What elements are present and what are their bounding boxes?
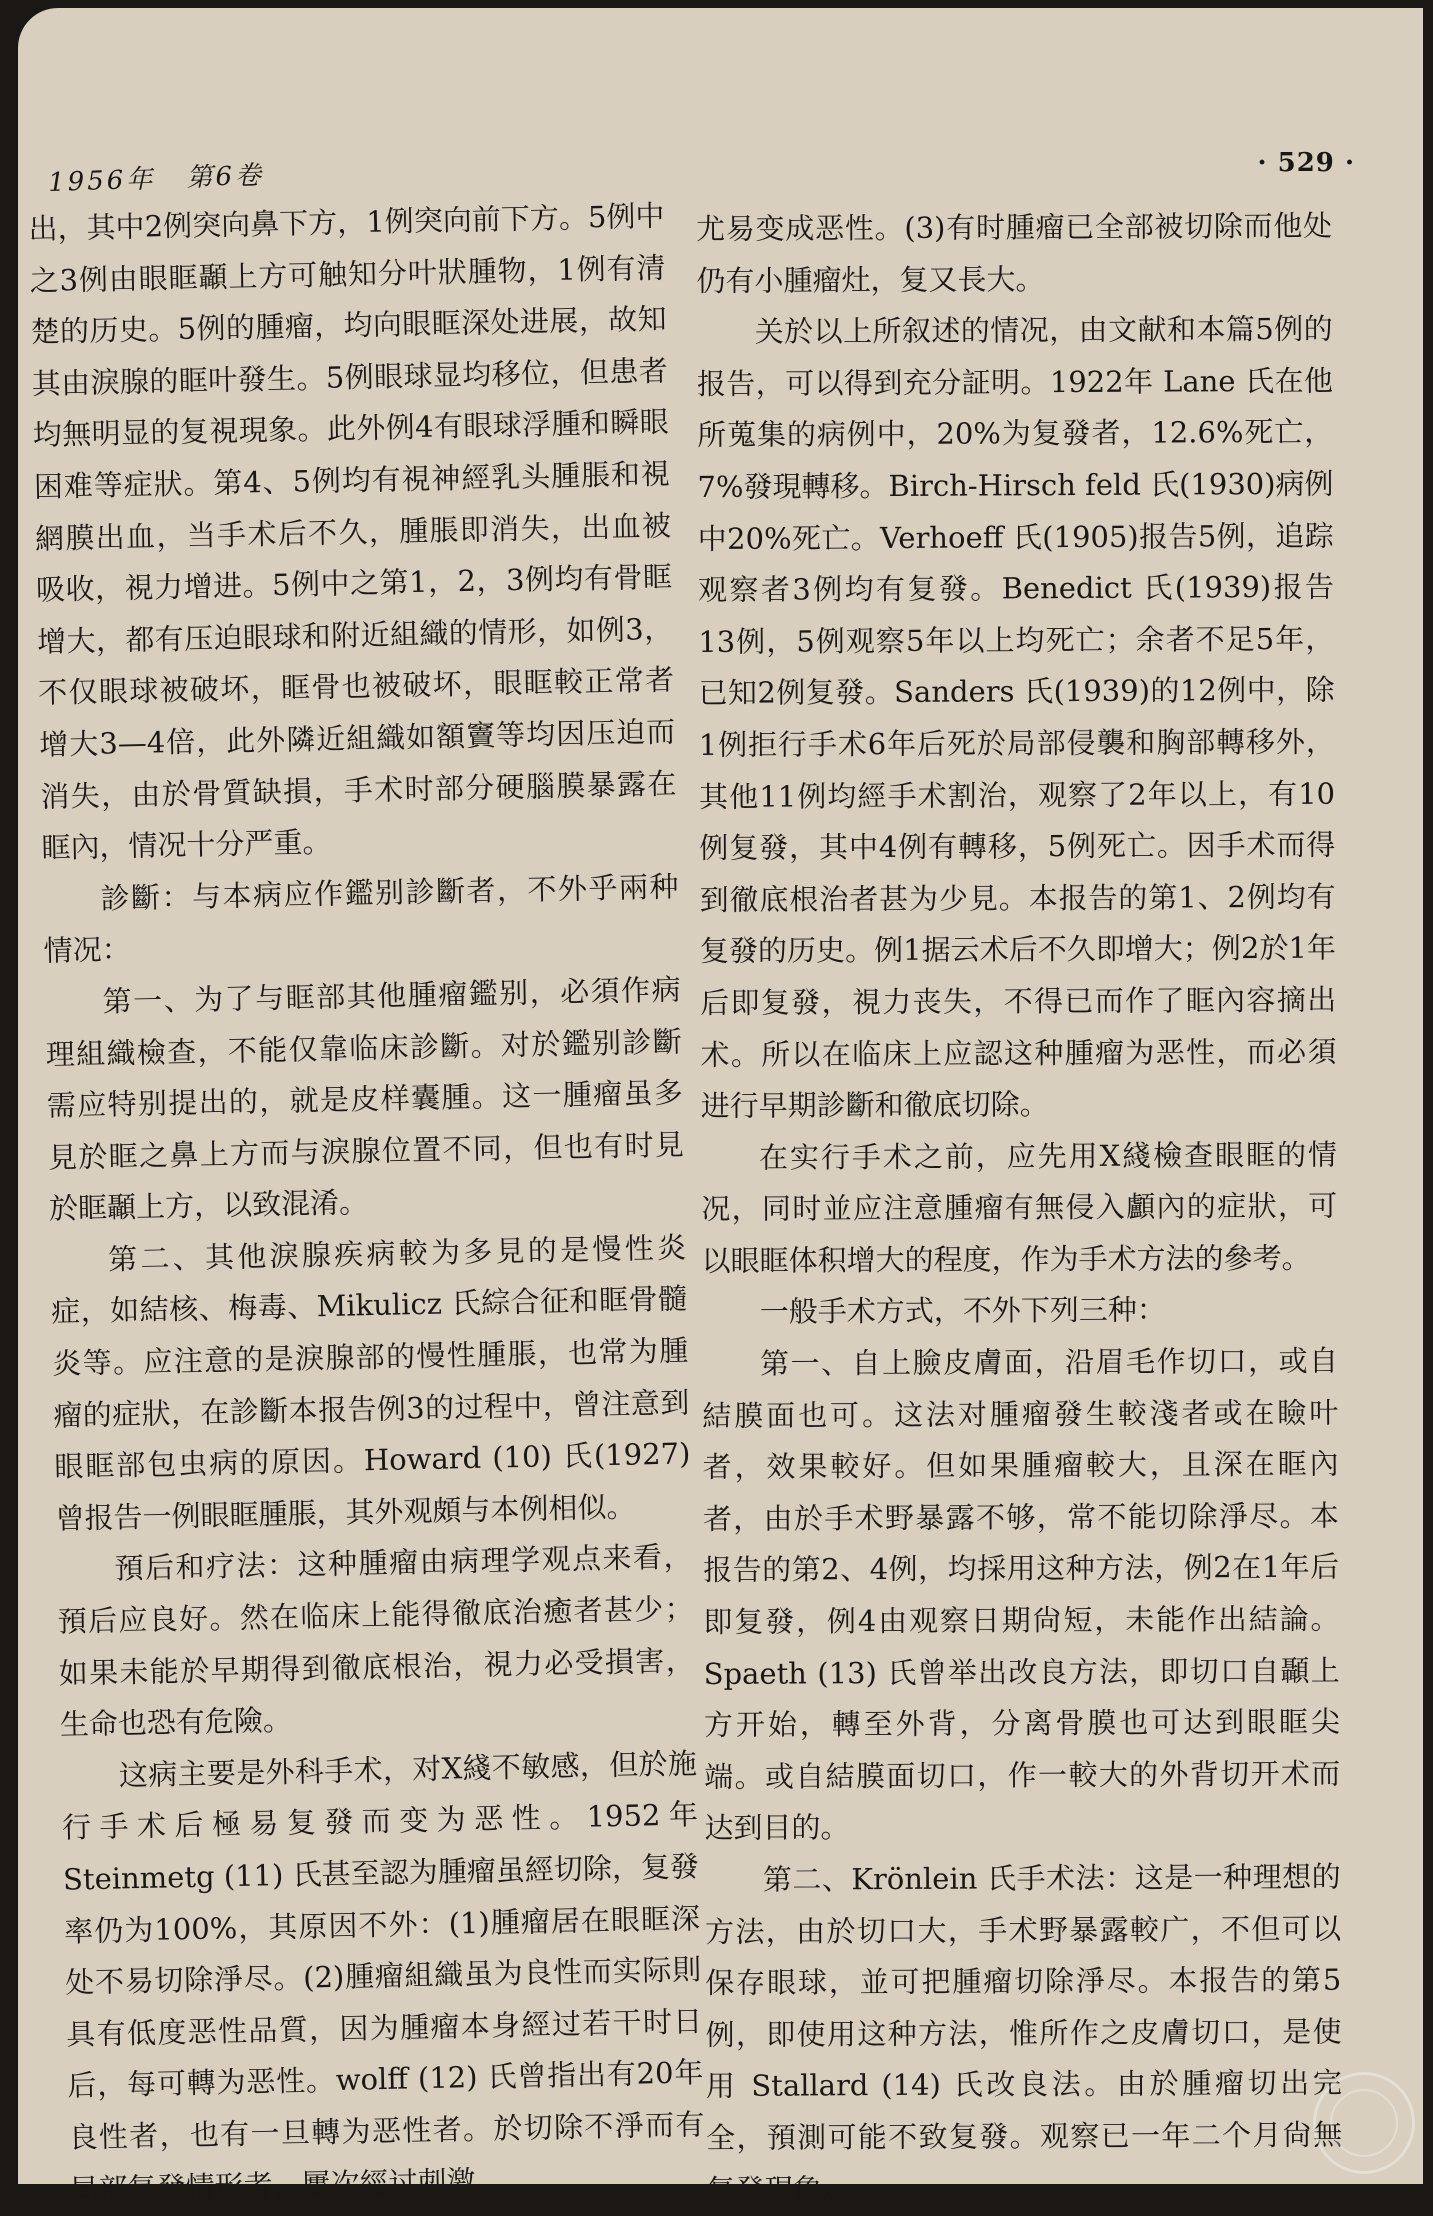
paragraph: 第一、自上臉皮膚面，沿眉毛作切口，或自結膜面也可。这法对腫瘤發生較淺者或在瞼叶者，效果較好。但如果腫瘤較大，且深在眶內者，由於手术野暴露不够，常不能切除淨尽。本报告的第2、4例，均採用这种方法，例2在1年后即复發，例4由观察日期尙短，未能作出結論。Spaeth (13) 氏曾举出改良方法，即切口自顳上方开始，轉至外背，分离骨膜也可达到眼眶尖端。或自結膜面切口，作一較大的外背切开术而达到目的。 xyxy=(702,1343,1341,1846)
journal-year: 1956年 xyxy=(47,164,156,199)
paragraph: 第二、其他淚腺疾病較为多見的是慢性炎症，如結核、梅毒、Mikulicz 氏綜合征和眶骨髓炎等。应注意的是淚腺部的慢性腫脹，也常为腫瘤的症狀，在診斷本报告例3的过程中，曾注意到眼眶部包虫病的原因。Howard (10) 氏(1927)曾报告一例眼眶腫脹，其外观頗与本例相似。 xyxy=(50,1230,691,1536)
right-column xyxy=(696,201,1343,2216)
paragraph: 診斷：与本病应作鑑别診斷者，不外乎兩种情况： xyxy=(43,869,679,969)
stamp-inner-ring xyxy=(1330,2089,1398,2157)
paragraph: 关於以上所叙述的情况，由文献和本篇5例的报告，可以得到充分証明。1922年 Lane 氏在他所蒐集的病例中，20%为复發者，12.6%死亡，7%發現轉移。Birch-Hirsch feld 氏(1930)病例中20%死亡。Verhoeff 氏(1905)报告5例，追踪观察者3例均有复發。Benedict 氏(1939)报告13例，5例观察5年以上均死亡；余者不足5年，已知2例复發。Sanders 氏(1939)的12例中，除1例拒行手术6年后死於局部侵襲和胸部轉移外，其他11例均經手术割治，观察了2年以上，有10例复發，其中4例有轉移，5例死亡。因手术而得到徹底根治者甚为少見。本报告的第1、2例均有复發的历史。例1据云术后不久即增大；例2於1年后即复發，視力丧失，不得已而作了眶內容摘出术。所以在临床上应認这种腫瘤为恶性，而必須进行早期診斷和徹底切除。 xyxy=(696,311,1337,1124)
left-column xyxy=(28,191,706,2216)
running-header xyxy=(47,154,284,199)
paragraph: 在实行手术之前，应先用X綫檢查眼眶的情况，同时並应注意腫瘤有無侵入顱內的症狀，可以眼眶体积增大的程度，作为手术方法的參考。 xyxy=(701,1137,1338,1278)
paragraph: 出，其中2例突向鼻下方，1例突向前下方。5例中之3例由眼眶顳上方可触知分叶狀腫物，1例有清楚的历史。5例的腫瘤，均向眼眶深处进展，故知其由淚腺的眶叶發生。5例眼球显均移位，但患者均無明显的复視現象。此外例4有眼球浮腫和瞬眼困难等症狀。第4、5例均有視神經乳头腫脹和視網膜出血，当手术后不久，腫脹即消失，出血被吸收，視力增进。5例中之第1，2，3例均有骨眶增大，都有压迫眼球和附近組織的情形，如例3，不仅眼球被破坏，眶骨也被破坏，眼眶較正常者增大3—4倍，此外隣近組織如額竇等均因压迫而消失，由於骨質缺損，手术时部分硬腦膜暴露在眶內，情况十分严重。 xyxy=(28,198,677,865)
paragraph: 这病主要是外科手术，对X綫不敏感，但於施行手术后極易复發而变为恶性。1952年 Steinmetg (11) 氏甚至認为腫瘤虽經切除，复發率仍为100%，其原因不外：(1)腫瘤居在眼眶深处不易切除淨尽。(2)腫瘤組織虽为良性而实际則具有低度恶性品質，因为腫瘤本身經过若干时日后，每可轉为恶性。wolff (12) 氏曾指出有20年良性者，也有一旦轉为恶性者。於切除不淨而有局部复發情形者，屢次經过刺激， xyxy=(61,1746,705,2207)
paragraph: 預后和疗法：这种腫瘤由病理学观点来看，預后应良好。然在临床上能得徹底治癒者甚少；如果未能於早期得到徹底根治，視力必受損害，生命也恐有危險。 xyxy=(57,1539,695,1742)
volume-number: 第6卷 xyxy=(185,160,265,194)
paragraph: 第一、为了与眶部其他腫瘤鑑别，必須作病理組織檢查，不能仅靠临床診斷。对於鑑别診斷需应特别提出的，就是皮样囊腫。这一腫瘤虽多見於眶之鼻上方而与淚腺位置不同，但也有时見於眶顳上方，以致混淆。 xyxy=(45,972,685,1227)
book-page xyxy=(18,8,1423,2207)
library-stamp-icon xyxy=(1313,2072,1415,2174)
paragraph: 一般手术方式，不外下列三种： xyxy=(759,1293,1166,1330)
paragraph: 尤易变成恶性。(3)有时腫瘤已全部被切除而他处仍有小腫瘤灶，复又長大。 xyxy=(696,208,1333,298)
page-number: · 529 · xyxy=(1257,148,1355,178)
paragraph: 第二、Krönlein 氏手术法：这是一种理想的方法，由於切口大，手术野暴露較广，不但可以保存眼球，並可把腫瘤切除淨尽。本报告的第5例，即使用这种方法，惟所作之皮膚切口，是使用 Stallard (14) 氏改良法。由於腫瘤切出完全，預測可能不致复發。观察已一年二个月尙無复發現象。 xyxy=(704,1859,1343,2207)
